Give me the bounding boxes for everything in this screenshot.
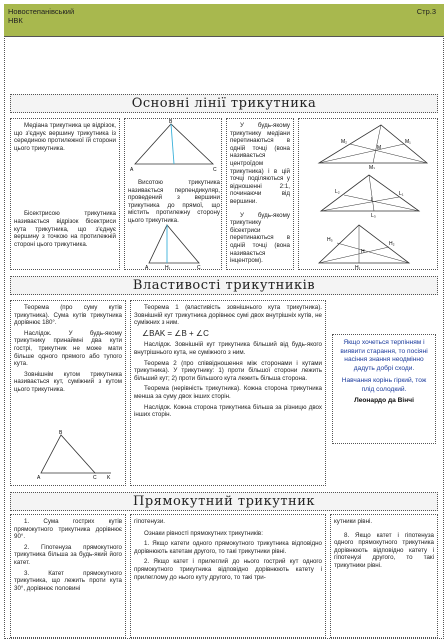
fact-bisectors: У будь-якому трикутнику бісектриси перетинаються в одній точці (вона називається інцентром).	[230, 211, 290, 265]
angle-sum-theorem: Теорема (про суму кутів трикутника). Сума кутів трикутника дорівнює 180°.	[14, 304, 122, 327]
exterior-angle-formula: ∠BAK = ∠B + ∠C	[142, 328, 209, 338]
quote-author: Леонардо да Вінчі	[354, 397, 414, 404]
page-number: Стр.3	[416, 7, 436, 16]
label-m2: M₂	[341, 139, 348, 145]
figures-box	[124, 118, 222, 270]
section-title-properties: Властивості трикутників	[10, 276, 438, 295]
right-property-3: 3. Катет прямокутного трикутника, що лежить проти кута 30°, дорівнює половині	[14, 569, 122, 592]
school-name	[8, 7, 74, 25]
triangle-inequality-corollary: Наслідок. Кожна сторона трикутника більша за різницю двох інших сторін.	[134, 403, 322, 419]
label-m3: M₃	[369, 165, 376, 169]
label-h3: H₃	[327, 237, 333, 243]
label-a2: A	[145, 265, 149, 269]
bisector-definition: Бісектрисою трикутника називається відрізок бісектриси кута трикутника, що з'єднує вершину з точкою на протилежній стороні цього трикутника.	[14, 210, 116, 248]
label-m: M	[377, 145, 382, 151]
label-h1b: H₁	[355, 265, 361, 271]
facts-box	[226, 118, 294, 270]
label-c3: C	[93, 475, 97, 481]
school-name-line2: НВК	[8, 16, 23, 25]
median-figure	[125, 119, 222, 179]
section-title-lines: Основні лінії трикутника	[10, 94, 438, 113]
label-h: H	[361, 249, 365, 255]
exterior-angle-figure	[35, 429, 115, 481]
right-triangle-properties-box	[10, 514, 126, 638]
sides-angles-theorem: Теорема 2 (про співвідношення між сторонами і кутами трикутника). У трикутнику: 1) проти більшої сторони лежить більший кут; 2) проти більшого кута лежить більша сторона.	[134, 359, 322, 382]
intersection-figures-box	[298, 118, 438, 270]
label-b3: B	[59, 430, 63, 436]
median-definition: Медіана трикутника це відрізок, що з'єднує вершину трикутника із серединою протилежної їй сторони цього трикутника.	[14, 122, 116, 152]
label-l2: L₂	[335, 189, 340, 195]
section-title-right-triangle: Прямокутний трикутник	[10, 492, 438, 511]
label-h1: H₁	[165, 265, 171, 269]
right-property-2: 2. Гіпотенуза прямокутного трикутника більша за будь-який його катет.	[14, 543, 122, 566]
exterior-angle-theorem-box	[130, 300, 326, 486]
fact-medians: У будь-якому трикутнику медіани перетинаються в одній точці (вона називається центроїдом трикутника) і в цій точці поділяються у відношенні 2:1, починаючи від вершини.	[230, 122, 290, 205]
signs-title: Ознаки рівності прямокутних трикутників:	[144, 529, 263, 537]
school-name-line1: Новостепанівський	[8, 7, 75, 16]
angle-sum-corollary: Наслідок. У будь-якому трикутнику принаймні два кути гострі, трикутник не може мати більше одного прямого або тупого кута.	[14, 329, 122, 368]
orthocenter-figure	[299, 219, 438, 270]
label-c2: C	[197, 265, 201, 269]
sign-2-continued: кутники рівні.	[334, 518, 373, 525]
exterior-angle-definition: Зовнішнім кутом трикутника називається кут, суміжний з кутом цього трикутника.	[14, 370, 122, 393]
quote-line1: Якщо хочеться терпінням і виявити старання, то посіяні насіння знання неодмінно дадуть добрі сходи.	[340, 339, 428, 372]
incenter-figure	[299, 169, 438, 219]
right-triangle-signs-continued-box	[330, 514, 438, 638]
sign-2: 2. Якщо катет і прилеглий до нього гострий кут одного прямокутного трикутника відповідно дорівнюють катету і прилеглому до нього куту другого, то такі три-	[134, 558, 322, 581]
median-bisector-box	[10, 118, 120, 270]
right-triangle-signs-box	[130, 514, 326, 638]
label-m1: M₁	[405, 139, 411, 145]
right-property-1: 1. Сума гострих кутів прямокутного трикутника дорівнює 90°.	[14, 518, 122, 541]
label-l3: L₃	[371, 213, 376, 219]
label-a: A	[130, 167, 134, 173]
page-header	[4, 4, 444, 37]
label-l1: L₁	[399, 191, 404, 197]
angle-sum-box	[10, 300, 126, 486]
exterior-angle-theorem: Теорема 1 (властивість зовнішнього кута трикутника). Зовнішній кут трикутника дорівнює сумі двох внутрішніх кутів, не суміжних з ним.	[134, 304, 322, 327]
sign-1: 1. Якщо катети одного прямокутного трикутника відповідно дорівнюють катетам другого, то такі трикутники рівні.	[134, 540, 322, 555]
sign-8: 8. Якщо катет і гіпотенуза одного прямокутного трикутника дорівнюють відповідно катету і гіпотенузі другого, то такі трикутники рівні.	[334, 531, 434, 569]
quote-box	[332, 334, 436, 444]
label-h2: H₂	[389, 241, 395, 247]
centroid-figure	[299, 119, 438, 169]
right-property-3-continued: гіпотенузи.	[134, 518, 166, 525]
height-definition: Висотою трикутника називається перпендикуляр, проведений з вершини трикутника до прямої, що містить протилежну сторону цього трикутника.	[128, 179, 220, 224]
label-b: B	[169, 119, 173, 125]
quote-line2: Навчання корінь гіркий, тож плід солодкий.	[341, 377, 427, 393]
label-k: K	[107, 475, 111, 481]
label-a3: A	[37, 475, 41, 481]
height-figure	[145, 219, 205, 269]
label-i: I	[371, 197, 373, 203]
exterior-angle-corollary: Наслідок. Зовнішній кут трикутника більший від будь-якого внутрішнього кута, не суміжного з ним.	[134, 341, 322, 356]
triangle-inequality: Теорема (нерівність трикутника). Кожна сторона трикутника менша за суму двох інших сторін.	[134, 385, 322, 400]
label-c: C	[213, 167, 217, 173]
